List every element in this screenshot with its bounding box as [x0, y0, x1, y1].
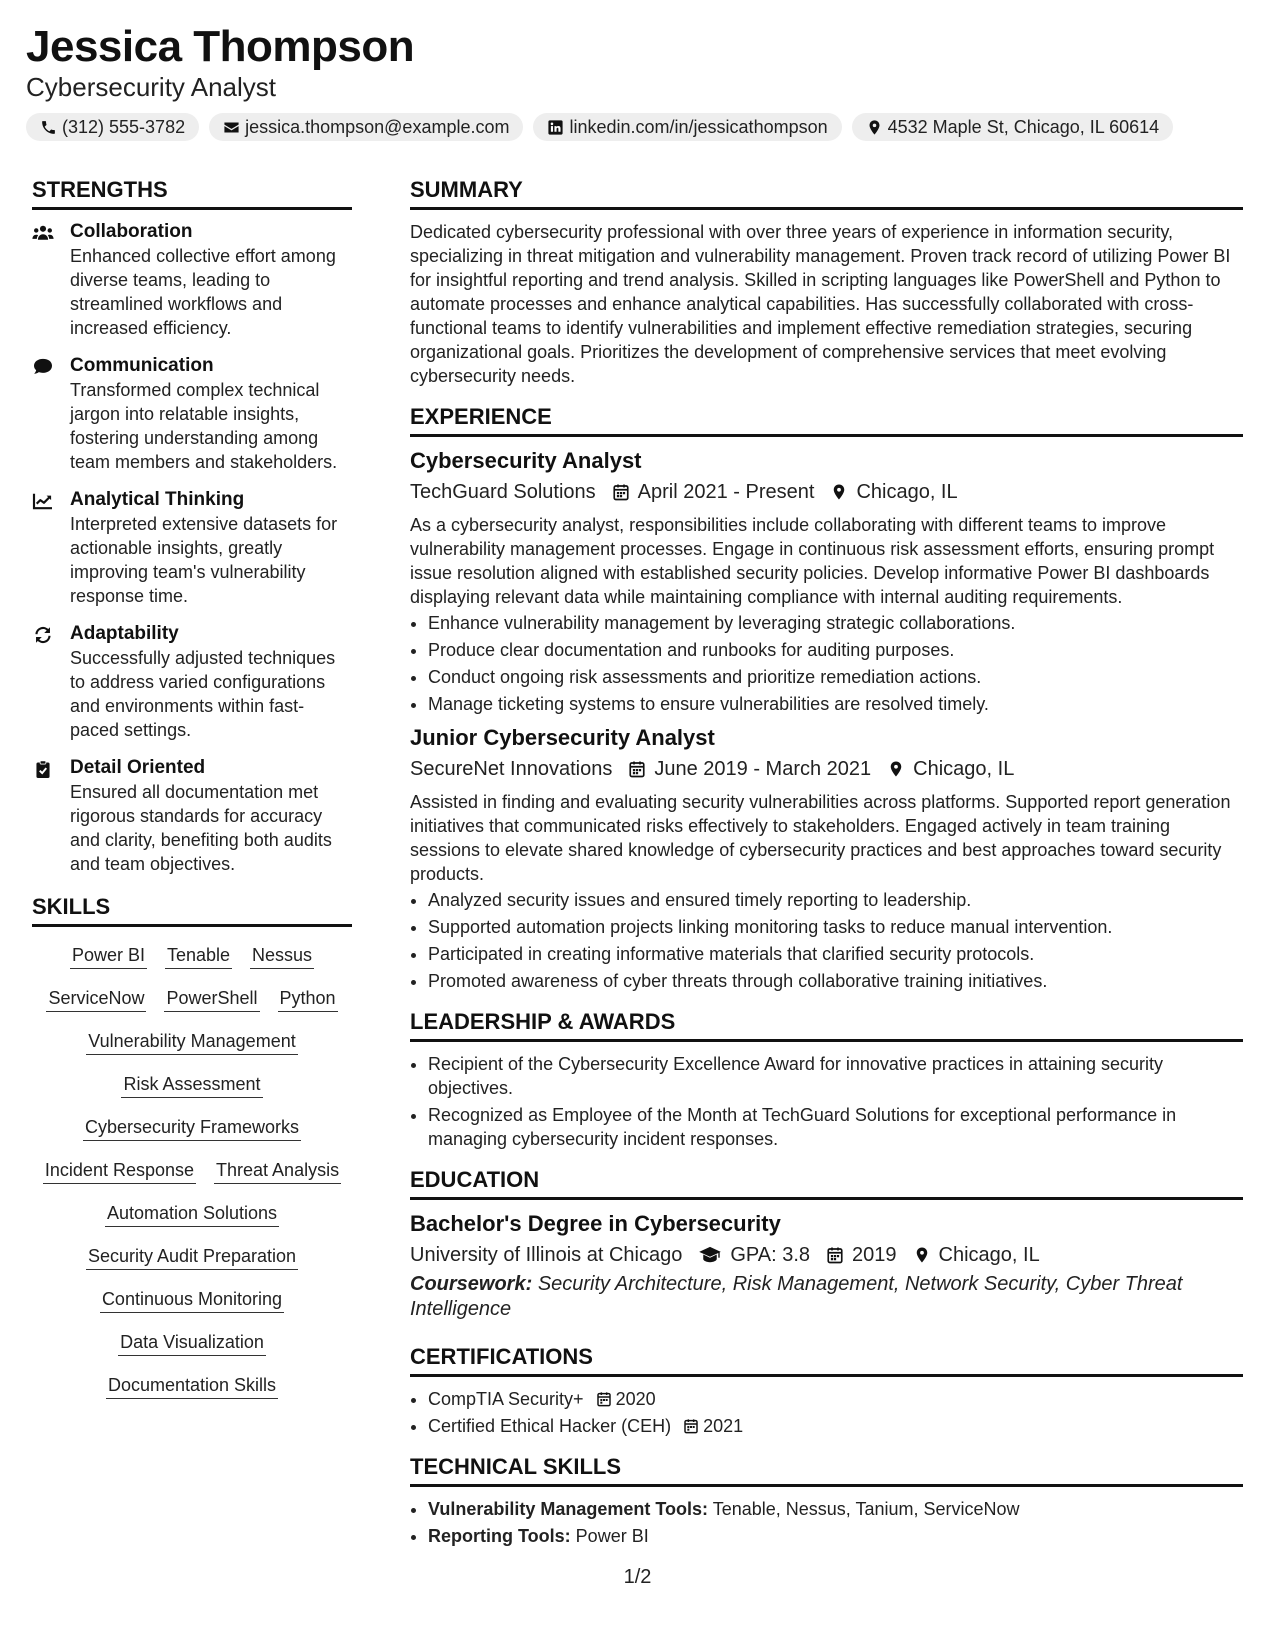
strength-desc: Enhanced collective effort among diverse teams, leading to streamlined workflows and increased efficiency. [70, 246, 336, 338]
skill-tag: ServiceNow [46, 988, 146, 1012]
strength-item [32, 622, 352, 742]
skill-tag: Threat Analysis [214, 1160, 341, 1184]
job-bullets [410, 888, 1243, 993]
strength-item [32, 756, 352, 876]
school-location: Chicago, IL [938, 1244, 1040, 1266]
calendar-icon [826, 1246, 844, 1264]
certification-year: 2020 [615, 1389, 656, 1409]
job-title: Junior Cybersecurity Analyst [410, 725, 715, 750]
summary-text: Dedicated cybersecurity professional with over three years of experience in information security, specializing in threat mitigation and vulnerability management. Proven track record of utilizing Power BI for insightful reporting and trend analysis. Skilled in scripting languages like PowerShell and Python to automate processes and enhance analytical capabilities. Has successfully collaborated with cross-functional teams to identify vulnerabilities and implement effective remediation strategies, securing organizational goals. Prioritizes the development of comprehensive services that meet evolving cybersecurity needs. [410, 222, 1231, 386]
skill-tag: Nessus [250, 945, 314, 969]
school-name: University of Illinois at Chicago [410, 1244, 683, 1266]
phone-icon [40, 119, 57, 136]
users-icon [32, 224, 54, 242]
left-column [32, 177, 352, 1410]
experience-heading: EXPERIENCE [410, 404, 1243, 437]
technical-skill-label: Vulnerability Management Tools: [428, 1499, 709, 1519]
skill-tag: Documentation Skills [106, 1375, 278, 1399]
calendar-icon [596, 1391, 612, 1407]
degree-title: Bachelor's Degree in Cybersecurity [410, 1211, 781, 1236]
right-column [410, 177, 1243, 1551]
job-company: TechGuard Solutions [410, 481, 596, 503]
job-description: Assisted in finding and evaluating security vulnerabilities across platforms. Supported report generation initiatives that communicated risks effectively to stakeholders. Engaged actively in team training sessions to elevate shared knowledge of cybersecurity practices and best approaches toward security products. [410, 792, 1231, 884]
technical-skill-item [428, 1497, 1243, 1521]
map-pin-icon [866, 119, 883, 136]
strength-item [32, 354, 352, 474]
contact-bar [26, 113, 1173, 141]
strength-desc: Successfully adjusted techniques to address varied configurations and environments within fast-paced settings. [70, 648, 336, 740]
job-entry [410, 447, 1243, 716]
job-bullet: • Promoted awareness of cyber threats through collaborative training initiatives. [428, 969, 1243, 993]
line-chart-icon [32, 492, 54, 510]
skill-tag: Risk Assessment [121, 1074, 262, 1098]
contact-phone[interactable] [26, 113, 199, 141]
leadership-heading: LEADERSHIP & AWARDS [410, 1009, 1243, 1042]
coursework [410, 1272, 1243, 1322]
job-bullet: • Participated in creating informative materials that clarified security protocols. [428, 942, 1243, 966]
skill-tag: PowerShell [164, 988, 259, 1012]
calendar-icon [628, 760, 646, 778]
job-bullet: • Supported automation projects linking monitoring tasks to reduce manual intervention. [428, 915, 1243, 939]
technical-skill-label: Reporting Tools: [428, 1526, 571, 1546]
certification-name: • Certified Ethical Hacker (CEH) [428, 1416, 672, 1436]
linkedin-icon [547, 119, 564, 136]
graduation-year: 2019 [852, 1244, 897, 1266]
certifications-list [410, 1387, 1243, 1438]
technical-skill-item [428, 1524, 1243, 1548]
gpa: GPA: 3.8 [730, 1244, 811, 1266]
certifications-heading: CERTIFICATIONS [410, 1344, 1243, 1377]
job-bullets [410, 611, 1243, 716]
job-bullet: • Enhance vulnerability management by leveraging strategic collaborations. [428, 611, 1243, 635]
skill-tag: Power BI [70, 945, 147, 969]
skill-tag: Tenable [165, 945, 232, 969]
skill-tag: Cybersecurity Frameworks [83, 1117, 301, 1141]
strength-desc: Interpreted extensive datasets for actionable insights, greatly improving team's vulnerability response time. [70, 514, 338, 606]
leadership-list [410, 1052, 1243, 1151]
contact-phone-text: (312) 555-3782 [62, 116, 186, 137]
certification-name: • CompTIA Security+ [428, 1389, 584, 1409]
award-item: • Recipient of the Cybersecurity Excellence Award for innovative practices in attaining security objectives. [428, 1052, 1243, 1100]
candidate-role: Cybersecurity Analyst [26, 72, 276, 102]
contact-address-text: 4532 Maple St, Chicago, IL 60614 [887, 116, 1160, 137]
skill-tag: Data Visualization [118, 1332, 266, 1356]
job-meta [410, 756, 1243, 782]
speech-bubble-icon [32, 358, 54, 376]
job-bullet: • Manage ticketing systems to ensure vulnerabilities are resolved timely. [428, 692, 1243, 716]
contact-linkedin[interactable] [533, 113, 841, 141]
certification-item [428, 1387, 1243, 1411]
strength-item [32, 220, 352, 340]
skills-heading: SKILLS [32, 894, 352, 927]
strength-desc: Ensured all documentation met rigorous standards for accuracy and clarity, benefiting both audits and team objectives. [70, 782, 332, 874]
job-description: As a cybersecurity analyst, responsibilities include collaborating with different teams to improve vulnerability management processes. Engage in continuous risk assessment efforts, ensuring prompt issue resolution aligned with established security policies. Develop informative Power BI dashboards displaying relevant data while maintaining compliance with internal auditing requirements. [410, 515, 1215, 607]
map-pin-icon [887, 760, 905, 778]
skills-list [32, 937, 352, 1410]
skill-tag: Incident Response [43, 1160, 196, 1184]
coursework-label: Coursework: [410, 1273, 533, 1295]
contact-linkedin-text: linkedin.com/in/jessicathompson [569, 116, 828, 137]
strengths-heading: STRENGTHS [32, 177, 352, 210]
technical-skill-value: Tenable, Nessus, Tanium, ServiceNow [712, 1499, 1020, 1519]
skill-tag: Security Audit Preparation [86, 1246, 298, 1270]
skill-tag: Automation Solutions [105, 1203, 279, 1227]
strength-title: Collaboration [70, 221, 193, 242]
technical-skills-heading: TECHNICAL SKILLS [410, 1454, 1243, 1487]
job-location: Chicago, IL [856, 481, 958, 503]
certification-year: 2021 [703, 1416, 744, 1436]
page-number: 1/2 [623, 1566, 652, 1588]
strength-title: Adaptability [70, 623, 179, 644]
contact-email[interactable] [209, 113, 523, 141]
summary-heading: SUMMARY [410, 177, 1243, 210]
award-item: • Recognized as Employee of the Month at TechGuard Solutions for exceptional performance in managing cybersecurity incident responses. [428, 1103, 1243, 1151]
technical-skill-value: Power BI [575, 1526, 649, 1546]
clipboard-check-icon [32, 760, 54, 778]
education-heading: EDUCATION [410, 1167, 1243, 1200]
strength-desc: Transformed complex technical jargon into relatable insights, fostering understanding among team members and stakeholders. [70, 380, 338, 472]
contact-address[interactable] [852, 113, 1174, 141]
education-meta [410, 1242, 1243, 1268]
calendar-icon [612, 483, 630, 501]
job-bullet: • Conduct ongoing risk assessments and prioritize remediation actions. [428, 665, 1243, 689]
coursework-list: Security Architecture, Risk Management, Network Security, Cyber Threat Intelligence [410, 1273, 1183, 1320]
strength-item [32, 488, 352, 608]
job-meta [410, 479, 1243, 505]
job-location: Chicago, IL [913, 758, 1015, 780]
calendar-icon [683, 1418, 699, 1434]
job-dates: April 2021 - Present [637, 481, 815, 503]
job-bullet: • Analyzed security issues and ensured timely reporting to leadership. [428, 888, 1243, 912]
job-dates: June 2019 - March 2021 [654, 758, 872, 780]
strength-title: Analytical Thinking [70, 489, 245, 510]
job-title: Cybersecurity Analyst [410, 448, 642, 473]
graduation-cap-icon [698, 1246, 722, 1264]
candidate-name: Jessica Thompson [26, 22, 415, 71]
certification-item [428, 1414, 1243, 1438]
skill-tag: Python [278, 988, 338, 1012]
skill-tag: Continuous Monitoring [100, 1289, 284, 1313]
job-entry [410, 724, 1243, 993]
map-pin-icon [913, 1246, 931, 1264]
envelope-icon [223, 119, 240, 136]
technical-skills-list [410, 1497, 1243, 1548]
map-pin-icon [830, 483, 848, 501]
contact-email-text: jessica.thompson@example.com [245, 116, 510, 137]
skill-tag: Vulnerability Management [86, 1031, 297, 1055]
strength-title: Detail Oriented [70, 757, 206, 778]
job-company: SecureNet Innovations [410, 758, 613, 780]
strength-title: Communication [70, 355, 214, 376]
sync-icon [32, 626, 54, 644]
job-bullet: • Produce clear documentation and runbooks for auditing purposes. [428, 638, 1243, 662]
